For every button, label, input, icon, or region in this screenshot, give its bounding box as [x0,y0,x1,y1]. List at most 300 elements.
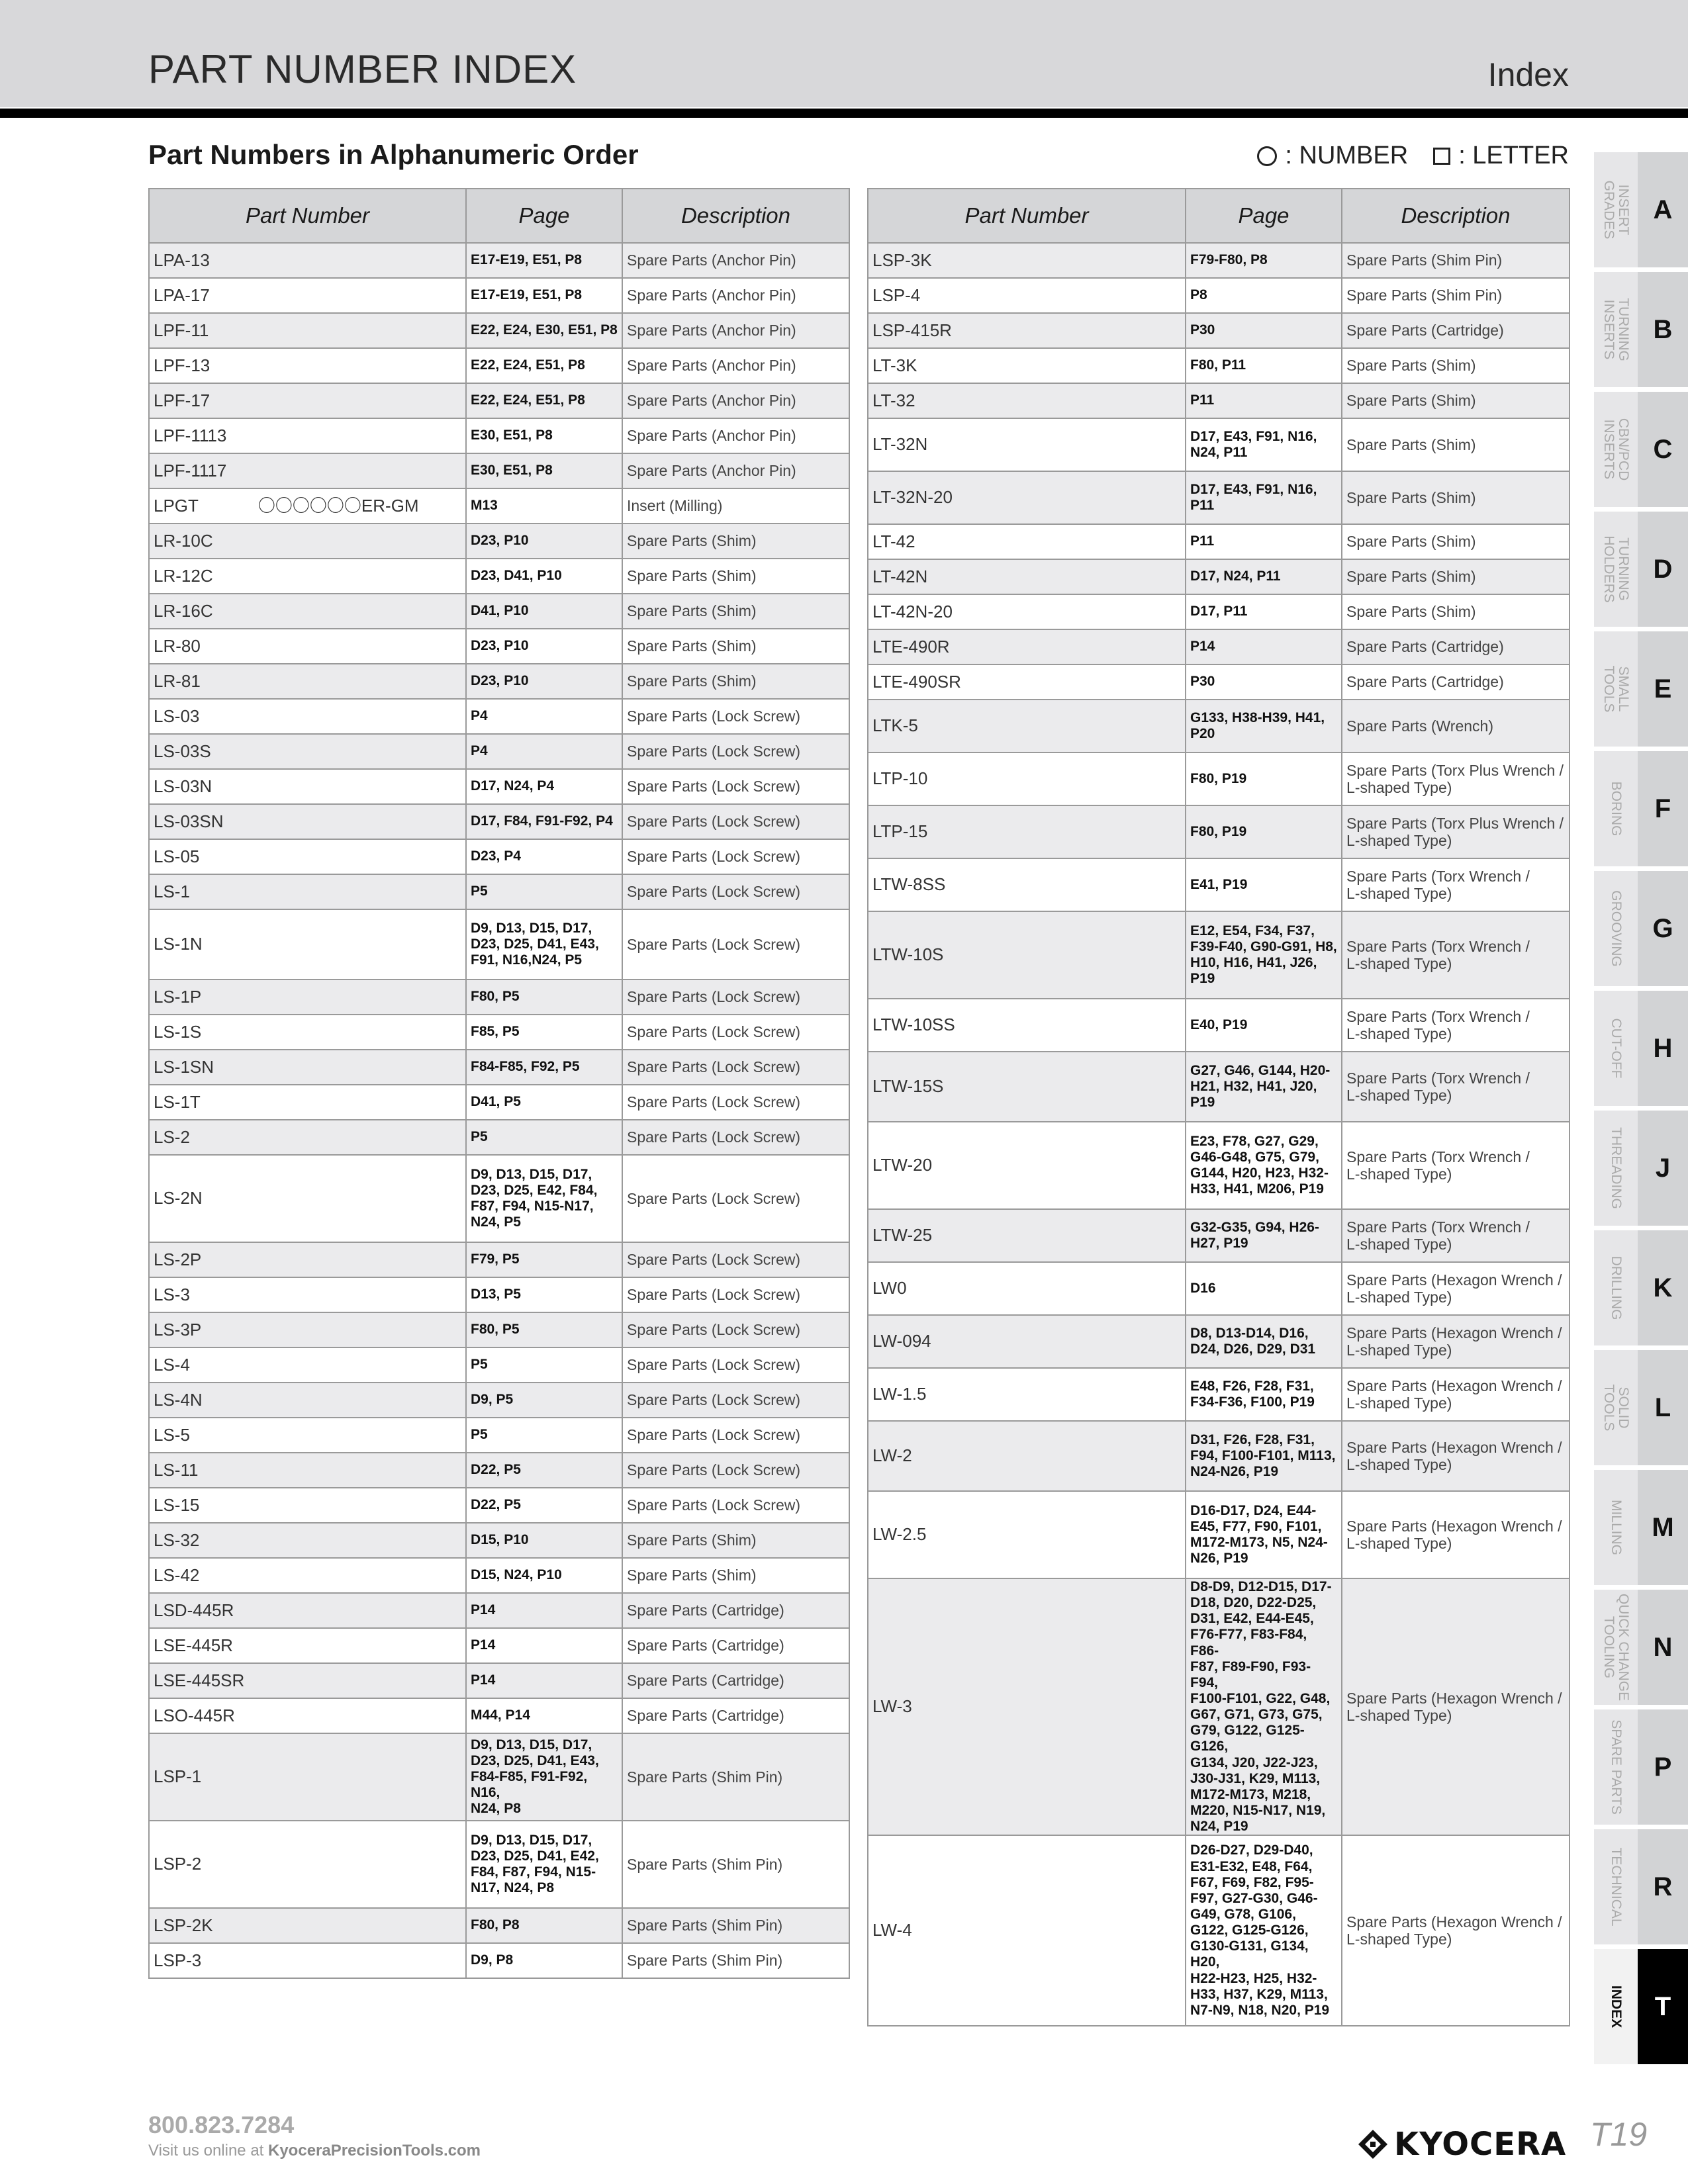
page-ref: D18, D20, D22-D25, [1190,1595,1317,1611]
description-text: Spare Parts (Hexagon Wrench / [1346,1517,1562,1535]
tab-f[interactable] [1594,751,1688,866]
description-cell [622,453,849,488]
tab-a[interactable] [1594,152,1688,267]
part-number: LW-4 [872,1920,912,1940]
table-row [868,1209,1570,1262]
tab-n[interactable] [1594,1590,1688,1705]
part-number-cell [149,734,466,769]
table-row [868,383,1570,418]
page-ref: P11 [1190,392,1215,408]
part-number: LW-1.5 [872,1384,927,1404]
tab-label: MILLING [1609,1499,1624,1556]
page-ref: P14 [471,1637,496,1653]
description-text: L-shaped Type) [1346,1456,1452,1473]
page-ref: F91, N16,N24, P5 [471,952,583,968]
table-row [868,1122,1570,1209]
part-number: LS-5 [154,1424,190,1445]
page-ref: H21, H32, H41, J20, [1190,1078,1317,1094]
page-number: T19 [1590,2116,1648,2153]
part-number: LPA-13 [154,250,210,270]
page-cell [1186,1209,1342,1262]
description-cell [622,594,849,629]
page-ref: G32-G35, G94, H26- [1190,1219,1319,1235]
page-cell [466,453,622,488]
description-text: Spare Parts (Shim) [1346,392,1476,410]
page-ref: D31, E42, E44-E45, [1190,1611,1314,1627]
page-ref: G134, J20, J22-J23, [1190,1754,1318,1770]
description-cell [1342,348,1570,383]
description-cell [1342,911,1570,999]
page-cell [466,523,622,559]
part-number-cell [149,1698,466,1733]
tab-label-area [1594,1709,1638,1825]
page-ref: F84-F85, F92, P5 [471,1059,580,1075]
description-text: Spare Parts (Cartridge) [627,1672,784,1690]
table-row [149,979,849,1015]
description-cell [622,243,849,278]
description-cell [1342,1262,1570,1315]
description-text: Spare Parts (Lock Screw) [627,935,801,953]
part-number-cell [149,313,466,348]
page-ref: N24, P19 [1190,1819,1248,1835]
description-text: Spare Parts (Hexagon Wrench / [1346,1913,1562,1931]
part-number: LS-1SN [154,1056,214,1077]
part-number: LT-42N-20 [872,601,953,621]
part-number-cell [149,1821,466,1908]
page-ref: P5 [471,1357,488,1373]
part-number: LW-094 [872,1331,931,1351]
page-cell [1186,858,1342,911]
part-number-cell [868,1578,1186,1835]
description-text: L-shaped Type) [1346,1535,1452,1552]
part-number-cell [149,874,466,909]
tab-d[interactable] [1594,512,1688,627]
part-number: LW-3 [872,1696,912,1717]
part-number: LW-2 [872,1445,912,1466]
part-number: LS-1 [154,881,190,901]
part-number-cell [149,243,466,278]
table-row [149,1488,849,1523]
description-text: Spare Parts (Anchor Pin) [627,287,796,304]
description-cell [622,1015,849,1050]
tab-letter: M [1638,1470,1688,1585]
tab-label: INSERT GRADES [1601,180,1632,240]
description-text: L-shaped Type) [1346,779,1452,796]
description-cell [622,1383,849,1418]
part-number-cell [149,383,466,418]
part-number-cell [149,769,466,804]
description-text: Spare Parts (Cartridge) [627,1707,784,1725]
page-cell [466,594,622,629]
table-row [149,629,849,664]
page-ref: D23, D25, D41, E43, [471,1752,599,1768]
part-number: LS-15 [154,1494,200,1515]
tab-label-area [1594,1350,1638,1465]
page-cell [466,1155,622,1242]
table-row [149,1453,849,1488]
description-text: Spare Parts (Torx Wrench / [1346,1218,1530,1236]
description-cell [622,1418,849,1453]
description-cell [622,839,849,874]
page-ref: M13 [471,498,498,514]
description-text: Spare Parts (Shim Pin) [1346,251,1503,269]
tab-label-area [1594,631,1638,747]
description-cell [1342,1122,1570,1209]
square-icon [1433,148,1450,165]
page-cell [466,1050,622,1085]
tab-label-area [1594,512,1638,627]
table-row [868,348,1570,383]
description-cell [1342,700,1570,752]
kyocera-logo [1357,2126,1566,2163]
part-number-cell [868,1835,1186,2026]
description-cell [622,1628,849,1663]
description-cell [622,418,849,453]
description-cell [622,1453,849,1488]
page-ref: D23, P10 [471,533,529,549]
description-cell [622,523,849,559]
part-number-cell [149,559,466,594]
page-cell [466,1277,622,1312]
part-number-cell [868,1315,1186,1368]
description-cell [1342,559,1570,594]
description-text: Spare Parts (Lock Screw) [627,1426,801,1444]
description-text: Spare Parts (Lock Screw) [627,778,801,796]
tab-p[interactable] [1594,1709,1688,1825]
page-ref: D17, N24, P11 [1190,569,1281,584]
part-number-cell [149,1312,466,1347]
tab-g[interactable] [1594,871,1688,986]
page-cell [466,1085,622,1120]
page-ref: P14 [1190,639,1215,655]
description-cell [1342,1052,1570,1122]
page-ref: E22, E24, E51, P8 [471,357,585,373]
part-index-table-right [867,188,1570,2026]
part-number: LS-4N [154,1389,203,1410]
part-number: LR-81 [154,670,201,691]
page-ref: E31-E32, E48, F64, [1190,1858,1313,1874]
page-ref: F76-F77, F83-F84, F86- [1190,1627,1307,1659]
page-cell [1186,418,1342,471]
table-row [149,699,849,734]
description-text: L-shaped Type) [1346,1931,1452,1948]
website-link[interactable]: KyoceraPrecisionTools.com [268,2142,481,2160]
tab-label-area [1594,272,1638,387]
tab-label: SPARE PARTS [1609,1719,1624,1815]
page-cell [466,699,622,734]
page-ref: N24-N26, P19 [1190,1464,1279,1480]
table-row [868,858,1570,911]
tab-label: GROOVING [1609,890,1624,967]
part-number: LS-1P [154,986,202,1007]
table-row [149,594,849,629]
page-ref: F80, P5 [471,989,520,1005]
description-text: Spare Parts (Lock Screw) [627,1286,801,1304]
description-text: Spare Parts (Torx Plus Wrench / [1346,761,1564,779]
part-number-cell [149,1628,466,1663]
page-ref: P5 [471,884,488,899]
table-row [149,1015,849,1050]
table-row [149,734,849,769]
page-title: PART NUMBER INDEX [148,47,577,91]
table-body [868,243,1570,2026]
section-name: Index [1487,56,1569,93]
page-ref: F79-F80, P8 [1190,252,1268,268]
description-text: Spare Parts (Hexagon Wrench / [1346,1271,1562,1289]
table-row [149,1085,849,1120]
tab-h[interactable] [1594,991,1688,1106]
part-number-cell [149,1663,466,1698]
part-number: LTE-490SR [872,671,961,692]
page-cell [466,909,622,979]
description-text: Spare Parts (Cartridge) [627,1602,784,1619]
page-cell [466,1418,622,1453]
page-ref: F67, F69, F82, F95- [1190,1874,1314,1890]
legend-letter-label: : LETTER [1458,142,1569,169]
part-number: LR-16C [154,600,213,621]
description-cell [622,1312,849,1347]
description-text: Spare Parts (Anchor Pin) [627,322,796,340]
page-ref: F80, P19 [1190,770,1247,786]
page-cell [466,488,622,523]
page-ref: D23, D25, E42, F84, [471,1182,598,1198]
part-index-table-left [148,188,850,1979]
table-row [149,1663,849,1698]
part-number: LS-2 [154,1126,190,1147]
description-text: Spare Parts (Hexagon Wrench / [1346,1689,1562,1707]
part-number: LS-05 [154,846,200,866]
description-text: Spare Parts (Shim Pin) [627,1768,783,1786]
part-number-cell [149,1908,466,1943]
page-ref: D23, D41, P10 [471,568,562,584]
tab-label: SOLID TOOLS [1601,1384,1632,1432]
page-ref: P11 [1190,498,1215,513]
part-number-cell [149,418,466,453]
page-ref: N26, P19 [1190,1551,1248,1567]
description-cell [1342,629,1570,664]
tab-letter: D [1638,512,1688,627]
description-cell [622,1663,849,1698]
page-cell [1186,1262,1342,1315]
tab-b[interactable] [1594,272,1688,387]
description-cell [622,488,849,523]
column-header-page: Page [466,189,622,243]
page-ref: H33, H37, K29, M113, [1190,1986,1328,2002]
page-ref: D9, D13, D15, D17, [471,1166,592,1182]
part-number: LTE-490R [872,636,950,657]
part-number-cell [149,1155,466,1242]
page-ref: F85, P5 [471,1024,520,1040]
tab-j[interactable] [1594,1111,1688,1226]
tab-r[interactable] [1594,1829,1688,1944]
description-text: Spare Parts (Lock Screw) [627,1321,801,1339]
page-ref: E30, E51, P8 [471,428,553,443]
page-cell [1186,559,1342,594]
part-number-cell [868,752,1186,805]
page-ref: F80, P19 [1190,823,1247,839]
page-cell [1186,1122,1342,1209]
part-number-cell [149,909,466,979]
table-row [868,278,1570,313]
description-text: L-shaped Type) [1346,1087,1452,1104]
page-cell [466,1908,622,1943]
table-row [149,453,849,488]
part-number-cell [149,839,466,874]
description-text: Spare Parts (Torx Wrench / [1346,867,1530,885]
table-row [149,1943,849,1978]
description-cell [1342,278,1570,313]
tab-letter: F [1638,751,1688,866]
description-text: Insert (Milling) [627,497,723,515]
description-cell [1342,594,1570,629]
page-ref: D22, P5 [471,1497,521,1513]
table-row [149,874,849,909]
part-number: LTW-25 [872,1225,933,1246]
page-ref: D17, F84, F91-F92, P4 [471,813,613,829]
description-text: Spare Parts (Shim) [1346,488,1476,506]
table-row [868,1421,1570,1491]
page-ref: N24, P11 [1190,445,1248,460]
table-row [868,664,1570,700]
description-text: Spare Parts (Hexagon Wrench / [1346,1324,1562,1342]
description-text: Spare Parts (Lock Screw) [627,988,801,1006]
page-cell [466,1733,622,1821]
table-row [149,1628,849,1663]
part-number-cell [149,523,466,559]
page-cell [1186,1368,1342,1421]
part-number: LS-11 [154,1459,199,1480]
tab-letter: T [1638,1949,1688,2064]
description-cell [622,1733,849,1821]
page-ref: F79, P5 [471,1251,520,1267]
part-number-cell [149,1418,466,1453]
table-row [868,629,1570,664]
table-row [868,1262,1570,1315]
description-cell [1342,1368,1570,1421]
description-text: Spare Parts (Hexagon Wrench / [1346,1438,1562,1456]
description-cell [1342,752,1570,805]
tab-letter: L [1638,1350,1688,1465]
part-number: LTW-10S [872,944,944,965]
part-number-cell [149,629,466,664]
page-cell [466,1821,622,1908]
page-cell [466,734,622,769]
part-number-cell [149,1453,466,1488]
description-cell [1342,313,1570,348]
page-ref: D31, F26, F28, F31, [1190,1432,1315,1447]
table-row [868,805,1570,858]
description-cell [622,734,849,769]
part-number-cell [149,1383,466,1418]
description-cell [622,1698,849,1733]
table-row [149,1698,849,1733]
tab-letter: N [1638,1590,1688,1705]
page-ref: D9, D13, D15, D17, [471,920,592,936]
part-number-cell [149,1523,466,1558]
tab-label: CBN/PCD INSERTS [1601,418,1632,481]
tab-m[interactable] [1594,1470,1688,1585]
part-number: LS-3P [154,1319,202,1340]
tab-letter: K [1638,1230,1688,1345]
part-number: LTP-15 [872,821,928,842]
description-cell [1342,383,1570,418]
column-header-page: Page [1186,189,1342,243]
table-row [868,471,1570,524]
page-ref: D13, P5 [471,1287,521,1302]
part-number-cell [149,979,466,1015]
table-row [149,488,849,523]
part-number-cell [149,1488,466,1523]
table-row [149,1593,849,1628]
page-ref: E12, E54, F34, F37, [1190,923,1315,938]
description-cell [1342,471,1570,524]
part-number: LR-80 [154,635,201,656]
tab-c[interactable] [1594,392,1688,507]
part-number: LPF-13 [154,355,211,375]
tab-label: TURNING HOLDERS [1601,535,1632,603]
table-row [149,418,849,453]
page-ref: P19 [1190,971,1215,987]
tab-e[interactable] [1594,631,1688,747]
description-text: L-shaped Type) [1346,1342,1452,1359]
page-cell [466,559,622,594]
tab-letter: G [1638,871,1688,986]
description-cell [1342,1421,1570,1491]
page-cell [466,769,622,804]
description-text: Spare Parts (Shim) [627,1567,757,1584]
page-cell [466,1628,622,1663]
page-ref: D15, P10 [471,1532,529,1548]
page-ref: E17-E19, E51, P8 [471,287,583,303]
tab-label-area [1594,1590,1638,1705]
table-row [149,1242,849,1277]
part-number-cell [868,524,1186,559]
page-ref: F87, F94, N15-N17, [471,1199,594,1214]
page-ref: N24, P8 [471,1801,521,1817]
tab-letter: B [1638,272,1688,387]
tab-label-area [1594,152,1638,267]
page-cell [1186,999,1342,1052]
description-text: Spare Parts (Shim) [627,567,757,585]
part-number-cell [868,1491,1186,1578]
table-row [868,911,1570,999]
description-text: Spare Parts (Lock Screw) [627,1461,801,1479]
tab-l[interactable] [1594,1350,1688,1465]
tab-label: DRILLING [1609,1255,1624,1320]
description-text: L-shaped Type) [1346,1394,1452,1412]
page-cell [1186,348,1342,383]
description-text: Spare Parts (Torx Wrench / [1346,937,1530,955]
description-text: Spare Parts (Shim Pin) [627,1855,783,1873]
part-number: LTW-8SS [872,874,946,895]
tab-k[interactable] [1594,1230,1688,1345]
description-text: L-shaped Type) [1346,1707,1452,1725]
description-cell [622,1558,849,1593]
part-number-cell [149,1558,466,1593]
page-ref: M172-M173, M218, [1190,1786,1311,1802]
table-row [868,1578,1570,1835]
part-number-cell [868,1368,1186,1421]
tab-t[interactable] [1594,1949,1688,2064]
page-ref: M220, N15-N17, N19, [1190,1802,1326,1818]
page-ref: E30, E51, P8 [471,463,553,478]
part-number: LS-3 [154,1284,190,1304]
brand-name: KYOCERA [1394,2126,1567,2163]
description-cell [622,664,849,699]
page-cell [1186,700,1342,752]
page-ref: D26-D27, D29-D40, [1190,1843,1313,1858]
description-text: L-shaped Type) [1346,955,1452,972]
